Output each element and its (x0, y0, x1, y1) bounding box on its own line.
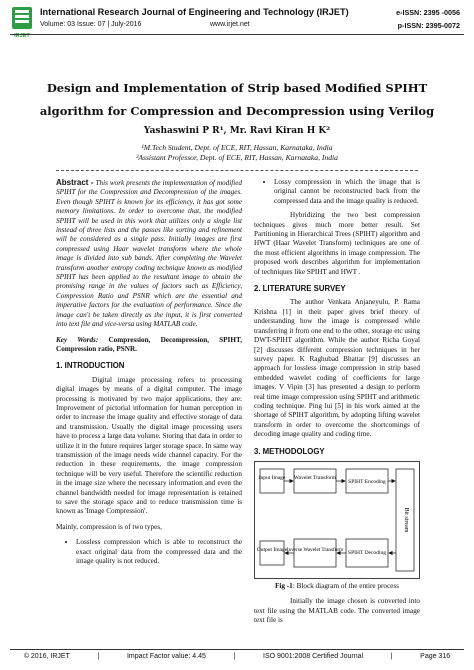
journal-header (0, 0, 474, 60)
inverse-wavelet-label: Inverse Wavelet Transform (286, 546, 344, 553)
logo-text: IRJET (14, 33, 30, 39)
compression-types-list (56, 538, 242, 566)
affiliation-2: ²Assistant Professor, Dept. of ECE, RIT, Hassan, Karnataka, India (136, 153, 338, 162)
list-item-lossy: • Lossy compression in which the image that is original cannot be reconstructed back from the compressed data and the image quality is reduced. (274, 178, 420, 206)
abstract-label: Abstract - (56, 178, 94, 187)
wavelet-transform-box (294, 469, 336, 493)
bit-stream-label: Bit stream (403, 507, 409, 533)
literature-heading: 2. LITERATURE SURVEY (254, 284, 346, 294)
abstract (56, 178, 242, 330)
intro-heading: 1. INTRODUCTION (56, 361, 125, 371)
left-column (56, 178, 242, 571)
journal-name: International Research Journal of Engineering and Technology (IRJET) (40, 7, 349, 17)
intro-paragraph-2: Mainly, compression is of two types, (56, 522, 162, 531)
methodology-paragraph: Initially the image chosen is converted into text file using the MATLAB code. The converted image text file is (254, 597, 420, 625)
figure-caption-text: : Block diagram of the entire process (292, 581, 399, 590)
section-separator (56, 170, 418, 171)
irjet-logo (10, 5, 34, 41)
eissn: e-ISSN: 2395 -0056 (396, 8, 460, 17)
keywords-label: Key Words: (56, 335, 99, 344)
intro-paragraph-1: Digital image processing refers to processing digital images by means of a digital computer. The image processing is motivated by two major applications, they are: Improvement of pictorial information for human perception in order to increase the image quality and effective storage of data and transmission. Usually the digital image processing users have to process a large data volume. Storing that data in order to utilize it in the future requires larger storage space. In same way transmission of the image needs wide channel capacity. For the reduction in these requirements, the image compression technique will be very useful. Therefore the scientific reduction in the image size where the necessary information and even the channel bandwidth needed for image representation is retained to save the storage space and to reduce transmission time is known as 'Image Compression'. (56, 375, 242, 516)
block-diagram-svg (254, 461, 420, 579)
page-footer (10, 649, 464, 660)
pissn: p-ISSN: 2395-0072 (397, 21, 460, 30)
journal-volume: Volume: 03 Issue: 07 | July-2016 (40, 21, 142, 28)
spiht-decoding-label: SPIHT Decoding (348, 549, 386, 556)
output-image-box (260, 541, 284, 565)
right-column (254, 178, 420, 632)
header-rule (10, 34, 464, 35)
keywords (56, 336, 242, 355)
block-diagram (254, 461, 420, 579)
literature-paragraph: The author Venkata Anjaneyulu, P. Rama Krishna [1] in their paper gives brief theory of understanding how the image is compressed while transferring it from one end to the other, storage etc using DWT-SPIHT algorithm. While the author Richa Goyal [2] discusses different compression techniques in her survey paper. K Raghubad Bhattar [9] discusses an approach for lossless image compression in strip based embedded wavelet coding of coefficients for large images. V Vipin [3] has presented a design to perform real time image compression using SPIHT and arithmetic coding technique. Ping lui [5] in his work aimed at the shortage of SPIHT algorithm, by adopting lifting wavelet transform in order to overcome the shortcomings of decoding image quality and coding time. (254, 298, 420, 439)
methodology-heading: 3. METHODOLOGY (254, 446, 325, 456)
hybrid-paragraph: Hybridizing the two best compression techniques gives much more better result. Set Partitioning in Hierarchical Trees (SPIHT) algorithm and HWT (Haar Wavelet Transform) techniques are one of the most efficient algorithms in image compression. The proposed work describes algorithm for implementation of techniques like SPIHT and HWT . (254, 211, 420, 276)
inverse-wavelet-box (294, 539, 336, 567)
footer-impact: Impact Factor value: 4.45 (126, 653, 206, 660)
output-image-label: Output Image (256, 546, 288, 553)
spiht-encoding-label: SPIHT Encoding (348, 478, 386, 485)
paper-authors: Yashaswini P R¹, Mr. Ravi Kiran H K² (143, 126, 331, 136)
footer-divider: | (390, 653, 393, 660)
paper-title-line2: algorithm for Compression and Decompression using Verilog (39, 104, 435, 118)
journal-website[interactable]: www.irjet.net (210, 21, 250, 28)
compression-types-list-cont (254, 178, 420, 206)
footer-divider: | (97, 653, 100, 660)
figure-caption (254, 582, 420, 591)
affiliation-1: ¹M.Tech Student, Dept. of ECE, RIT, Hassan, Karnataka, India (141, 143, 333, 152)
footer-divider: | (233, 653, 236, 660)
footer-iso: ISO 9001:2008 Certified Journal (263, 653, 364, 660)
input-image-label: Input Image (258, 474, 286, 481)
input-image-box (260, 469, 284, 493)
figure-label: Fig -1 (275, 581, 293, 590)
abstract-text: This work presents the implementation of modified SPIHT for the Compression and Decompression of the images. Even though SPIHT is known for its efficiency, it has got some memory limitations. In order to overcome that, the modified SPIHT will be used in this work that utilizes only a single list instead of three lists and the passes like sorting and refinement will be considered as a single pass. Initially images are first compressed using Haar wavelet transform where the whole image is divided into sub bands. After completing the Wavelet transform another entropy coding technique known as modified SPIHT has been applied to the resultant image to obtain the promising range in the values of factors such as Efficiency, Compression Ratio and PSNR which are the essential and imperative factors for the evaluation of performance. Since the image can't be taken directly as the input, it is first converted into text file and vice-versa using MATLAB code. (56, 179, 242, 329)
list-item-lossless: • Lossless compression which is able to reconstruct the exact original data from the compressed data and the image quality is not reduced. (76, 538, 242, 566)
paper-title-line1: Design and Implementation of Strip based Modified SPIHT (46, 81, 428, 95)
footer-page: Page 316 (420, 653, 451, 660)
keywords-text: Compression, Decompression, SPIHT, Compression ratio, PSNR. (56, 335, 243, 353)
wavelet-transform-label: Wavelet Transform (293, 474, 337, 481)
footer-copyright: © 2016, IRJET (23, 653, 70, 660)
